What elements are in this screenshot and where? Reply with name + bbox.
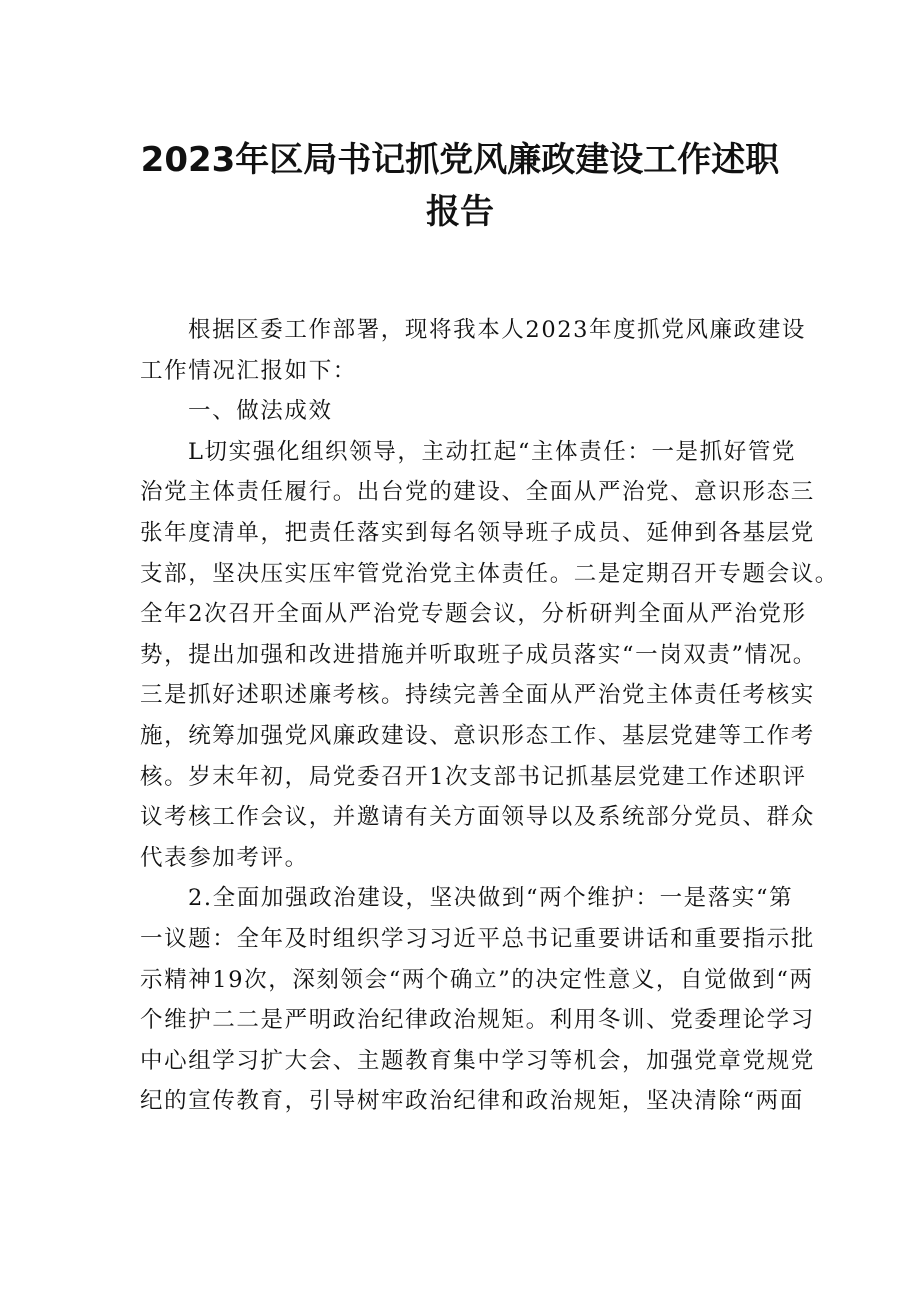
paragraph-line: 支部，坚决压实压牢管党治党主体责任。二是定期召开专题会议。	[140, 560, 839, 587]
document-title-line-1: 2023年区局书记抓党风廉政建设工作述职	[140, 140, 780, 180]
document-body	[140, 310, 839, 1122]
paragraph-line: 施，统筹加强党风廉政建设、意识形态工作、基层党建等工作考	[140, 722, 815, 749]
paragraph-line: 势，提出加强和改进措施并听取班子成员落实“一岗双责”情况。	[140, 641, 817, 668]
paragraph-line: 纪的宣传教育，引导树牢政治纪律和政治规矩，坚决清除“两面	[140, 1088, 804, 1115]
paragraph-line: 治党主体责任履行。出台党的建设、全面从严治党、意识形态三	[140, 479, 815, 506]
document-title-line-2: 报告	[426, 192, 494, 232]
paragraph-line: 核。岁末年初，局党委召开1次支部书记抓基层党建工作述职评	[140, 763, 807, 790]
paragraph-line: 议考核工作会议，并邀请有关方面领导以及系统部分党员、群众	[140, 804, 815, 831]
paragraph-line: 代表参加考评。	[140, 844, 309, 871]
paragraph-line: 根据区委工作部署，现将我本人2023年度抓党风廉政建设	[188, 317, 806, 343]
section-heading: 一、做法成效	[188, 398, 333, 425]
paragraph-line: 示精神19次，深刻领会“两个确立”的决定性意义，自觉做到“两	[140, 966, 814, 993]
paragraph-line: 中心组学习扩大会、主题教育集中学习等机会，加强党章党规党	[140, 1047, 815, 1074]
paragraph-line: 张年度清单，把责任落实到每名领导班子成员、延伸到各基层党	[140, 519, 815, 546]
paragraph-line: 一议题：全年及时组织学习习近平总书记重要讲话和重要指示批	[140, 925, 815, 952]
paragraph-line: 2.全面加强政治建设，坚决做到“两个维护：一是落实“第	[188, 885, 794, 912]
paragraph-line: 全年2次召开全面从严治党专题会议，分析研判全面从严治党形	[140, 601, 807, 628]
paragraph-line: L切实强化组织领导，主动扛起“主体责任：一是抓好管党	[188, 438, 797, 465]
paragraph-line: 个维护二二是严明政治纪律政治规矩。利用冬训、党委理论学习	[140, 1007, 815, 1034]
paragraph-line: 三是抓好述职述廉考核。持续完善全面从严治党主体责任考核实	[140, 682, 815, 709]
paragraph-line: 工作情况汇报如下：	[140, 357, 357, 384]
